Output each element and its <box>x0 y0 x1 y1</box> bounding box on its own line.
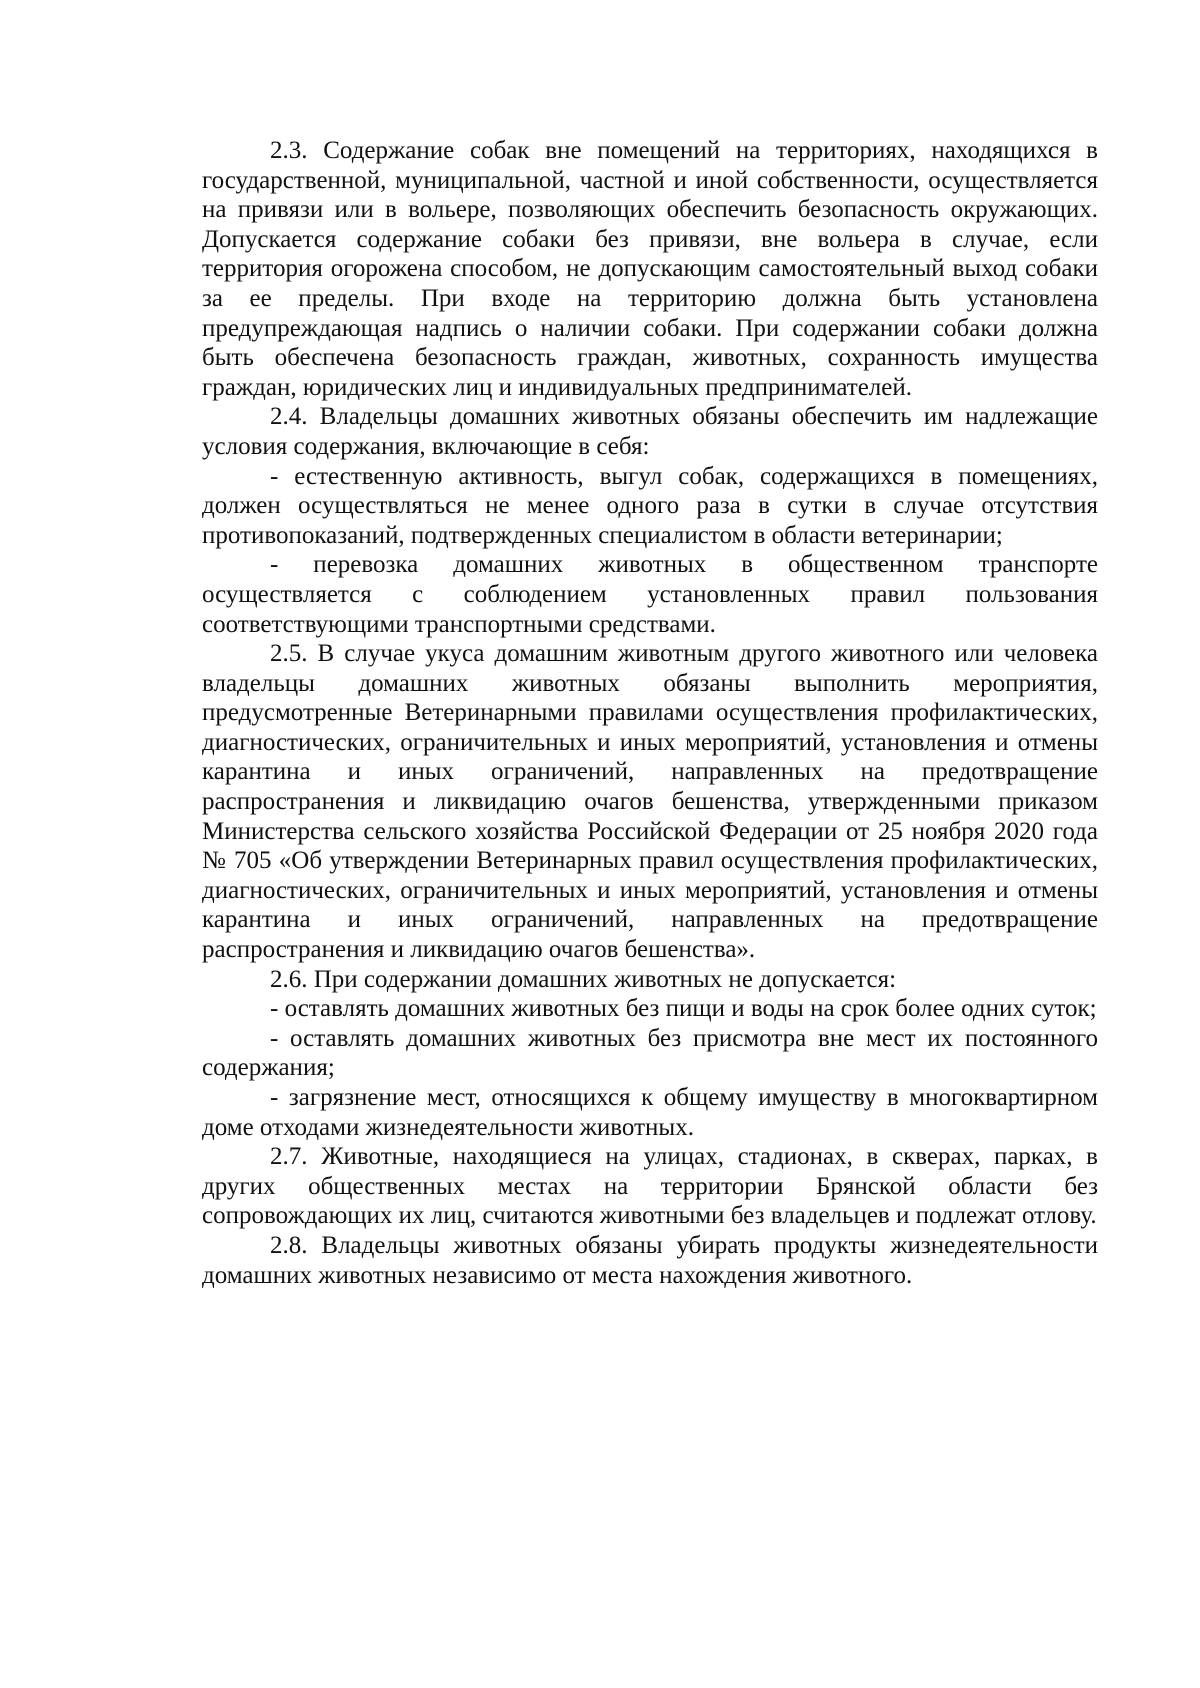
paragraph-2-6-item-supervision: - оставлять домашних животных без присмотра вне мест их постоянного содержания; <box>202 1024 1098 1082</box>
paragraph-2-6: 2.6. При содержании домашних животных не допускается: <box>270 965 897 993</box>
paragraph-2-8: 2.8. Владельцы животных обязаны убирать продукты жизнедеятельности домашних животных независимо от места нахождения животного. <box>202 1231 1098 1289</box>
paragraph-2-3: 2.3. Содержание собак вне помещений на территориях, находящихся в государственной, муниципальной, частной и иной собственности, осуществляется на привязи или в вольере, позволяющих обеспечить безопасность окружающих. Допускается содержание собаки без привязи, вне вольера в случае, если территория огорожена способом, не допускающим самостоятельный выход собаки за ее пределы. При входе на территорию должна быть установлена предупреждающая надпись о наличии собаки. При содержании собаки должна быть обеспечена безопасность граждан, животных, сохранность имущества граждан, юридических лиц и индивидуальных предпринимателей. <box>202 137 1098 401</box>
paragraph-2-4-item-activity: - естественную активность, выгул собак, содержащихся в помещениях, должен осуществляться не менее одного раза в сутки в случае отсутствия противопоказаний, подтвержденных специалистом в области ветеринарии; <box>202 462 1098 549</box>
paragraph-2-6-item-food: - оставлять домашних животных без пищи и воды на срок более одних суток; <box>270 995 1097 1023</box>
paragraph-2-4-item-transport: - перевозка домашних животных в общественном транспорте осуществляется с соблюдением установленных правил пользования соответствующими транспортными средствами. <box>202 551 1098 638</box>
paragraph-2-6-item-pollution: - загрязнение мест, относящихся к общему имуществу в многоквартирном доме отходами жизнедеятельности животных. <box>202 1084 1098 1141</box>
document-page <box>202 136 1098 1290</box>
paragraph-2-5: 2.5. В случае укуса домашним животным другого животного или человека владельцы домашних животных обязаны выполнить мероприятия, предусмотренные Ветеринарными правилами осуществления профилактических, диагностических, ограничительных и иных мероприятий, установления и отмены карантина и иных ограничений, направленных на предотвращение распространения и ликвидацию очагов бешенства, утвержденными приказом Министерства сельского хозяйства Российской Федерации от 25 ноября 2020 года № 705 «Об утверждении Ветеринарных правил осуществления профилактических, диагностических, ограничительных и иных мероприятий, установления и отмены карантина и иных ограничений, направленных на предотвращение распространения и ликвидацию очагов бешенства». <box>202 640 1098 964</box>
paragraph-2-7: 2.7. Животные, находящиеся на улицах, стадионах, в скверах, парках, в других общественных местах на территории Брянской области без сопровождающих их лиц, считаются животными без владельцев и подлежат отлову. <box>202 1143 1098 1230</box>
paragraph-2-4: 2.4. Владельцы домашних животных обязаны обеспечить им надлежащие условия содержания, включающие в себя: <box>202 403 1098 460</box>
